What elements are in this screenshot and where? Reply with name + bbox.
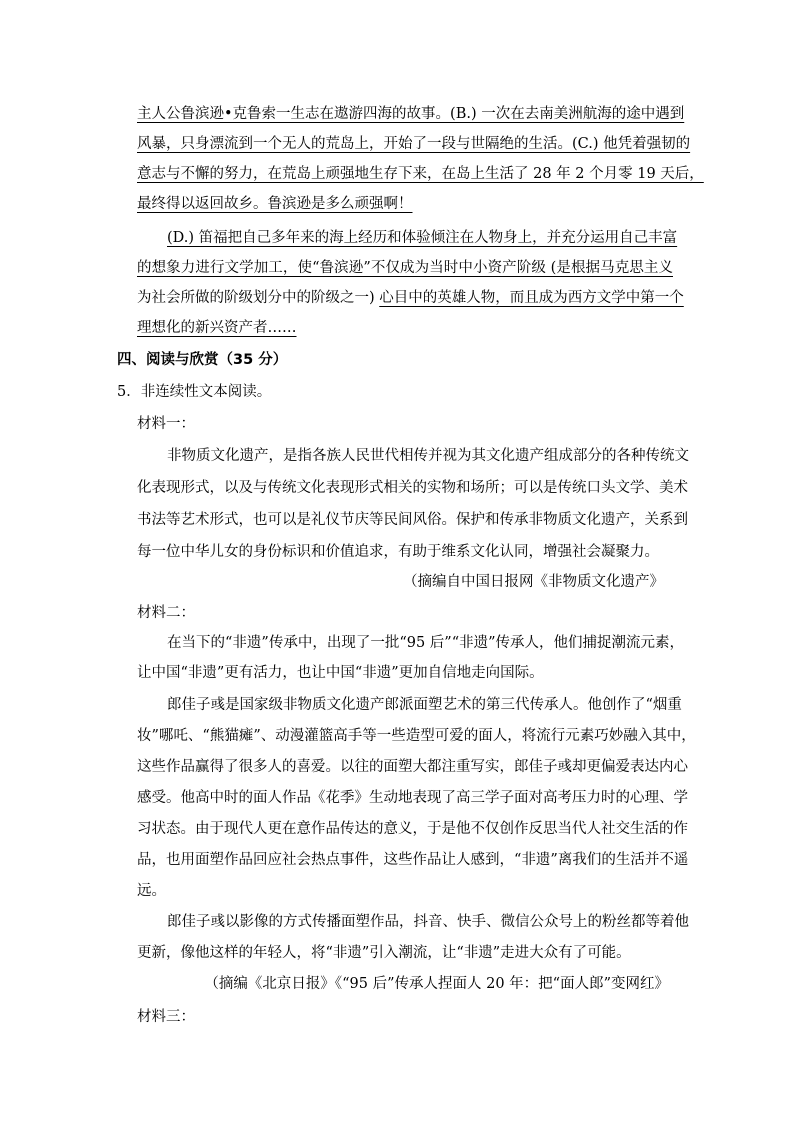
paragraph-c-line: 风暴，只身漂流到一个无人的荒岛上，开始了一段与世隔绝的生活。(C.) 他凭着强韧的: [137, 136, 691, 152]
question-number: 5．非连续性文本阅读。: [117, 384, 272, 400]
paragraph-d-line: (D.) 笛福把自己多年来的海上经历和体验倾注在人物身上，并充分运用自己丰富: [167, 230, 678, 246]
material-2-line: 妆”哪吒、“熊猫瘫”、动漫灌篮高手等一些造型可爱的面人，将流行元素巧妙融入其中，: [137, 728, 696, 744]
material-label: 材料二：: [137, 605, 195, 621]
material-2-line: 郎佳子彧以影像的方式传播面塑作品，抖音、快手、微信公众号上的粉丝都等着他: [167, 914, 689, 930]
paragraph-d-line-prefix: 为社会所做的阶级划分中的阶级之一): [137, 290, 380, 306]
material-2-line: 品，也用面塑作品回应社会热点事件，这些作品让人感到，“非遗”离我们的生活并不遥: [137, 852, 689, 868]
material-label: 材料三：: [137, 1009, 195, 1025]
paragraph-c-line: 意志与不懈的努力，在荒岛上顽强地生存下来，在岛上生活了 28 年 2 个月零 19 天后，: [137, 166, 704, 182]
paragraph-d-line-underlined: 心目中的英雄人物，而且成为西方文学中第一个: [379, 290, 684, 306]
material-1-line: 非物质文化遗产，是指各族人民世代相传并视为其文化遗产组成部分的各种传统文: [167, 448, 689, 464]
material-2-line: 远。: [137, 883, 166, 899]
paragraph-c-line: 最终得以返回故乡。鲁滨逊是多么顽强啊！: [137, 196, 413, 212]
material-label: 材料一：: [137, 416, 195, 432]
material-1-line: 每一位中华儿女的身份标识和价值追求，有助于维系文化认同，增强社会凝聚力。: [137, 544, 659, 560]
material-2-line: 习状态。由于现代人更在意作品传达的意义，于是他不仅创作反思当代人社交生活的作: [137, 821, 688, 837]
material-1-line: 书法等艺术形式，也可以是礼仪节庆等民间风俗。保护和传承非物质文化遗产，关系到: [137, 512, 688, 528]
material-2-line: 感受。他高中时的面人作品《花季》生动地表现了高三学子面对高考压力时的心理、学: [137, 790, 688, 806]
source-citation: （摘编《北京日报》《“95 后”传承人捏面人 20 年：把“面人郎”变网红》: [204, 976, 669, 992]
material-2-line: 在当下的“非遗”传承中，出现了一批“95 后”“非遗”传承人，他们捕捉潮流元素，: [167, 635, 685, 651]
source-citation: （摘编自中国日报网《非物质文化遗产》: [403, 574, 664, 590]
paragraph-d-line: 理想化的新兴资产者……: [137, 320, 297, 336]
paragraph-d-line: 的想象力进行文学加工，使“鲁滨逊”不仅成为当时中小资产阶级 (是根据马克思主义: [137, 260, 673, 276]
material-2-line: 这些作品赢得了很多人的喜爱。以往的面塑大都注重写实，郎佳子彧却更偏爱表达内心: [137, 759, 688, 775]
section-heading: 四、阅读与欣赏（35 分）: [117, 352, 288, 368]
material-1-line: 化表现形式，以及与传统文化表现形式相关的实物和场所；可以是传统口头文学、美术: [137, 480, 688, 496]
material-2-line: 郎佳子彧是国家级非物质文化遗产郎派面塑艺术的第三代传承人。他创作了“烟重: [167, 697, 682, 713]
material-2-line: 让中国“非遗”更有活力，也让中国“非遗”更加自信地走向国际。: [137, 665, 544, 681]
paragraph-c-line: 主人公鲁滨逊•克鲁索一生志在遨游四海的故事。(B.) 一次在去南美洲航海的途中遇到: [137, 106, 685, 122]
paragraph-d-line: [137, 288, 684, 308]
material-2-line: 更新，像他这样的年轻人，将“非遗”引入潮流，让“非遗”走进大众有了可能。: [137, 945, 631, 961]
